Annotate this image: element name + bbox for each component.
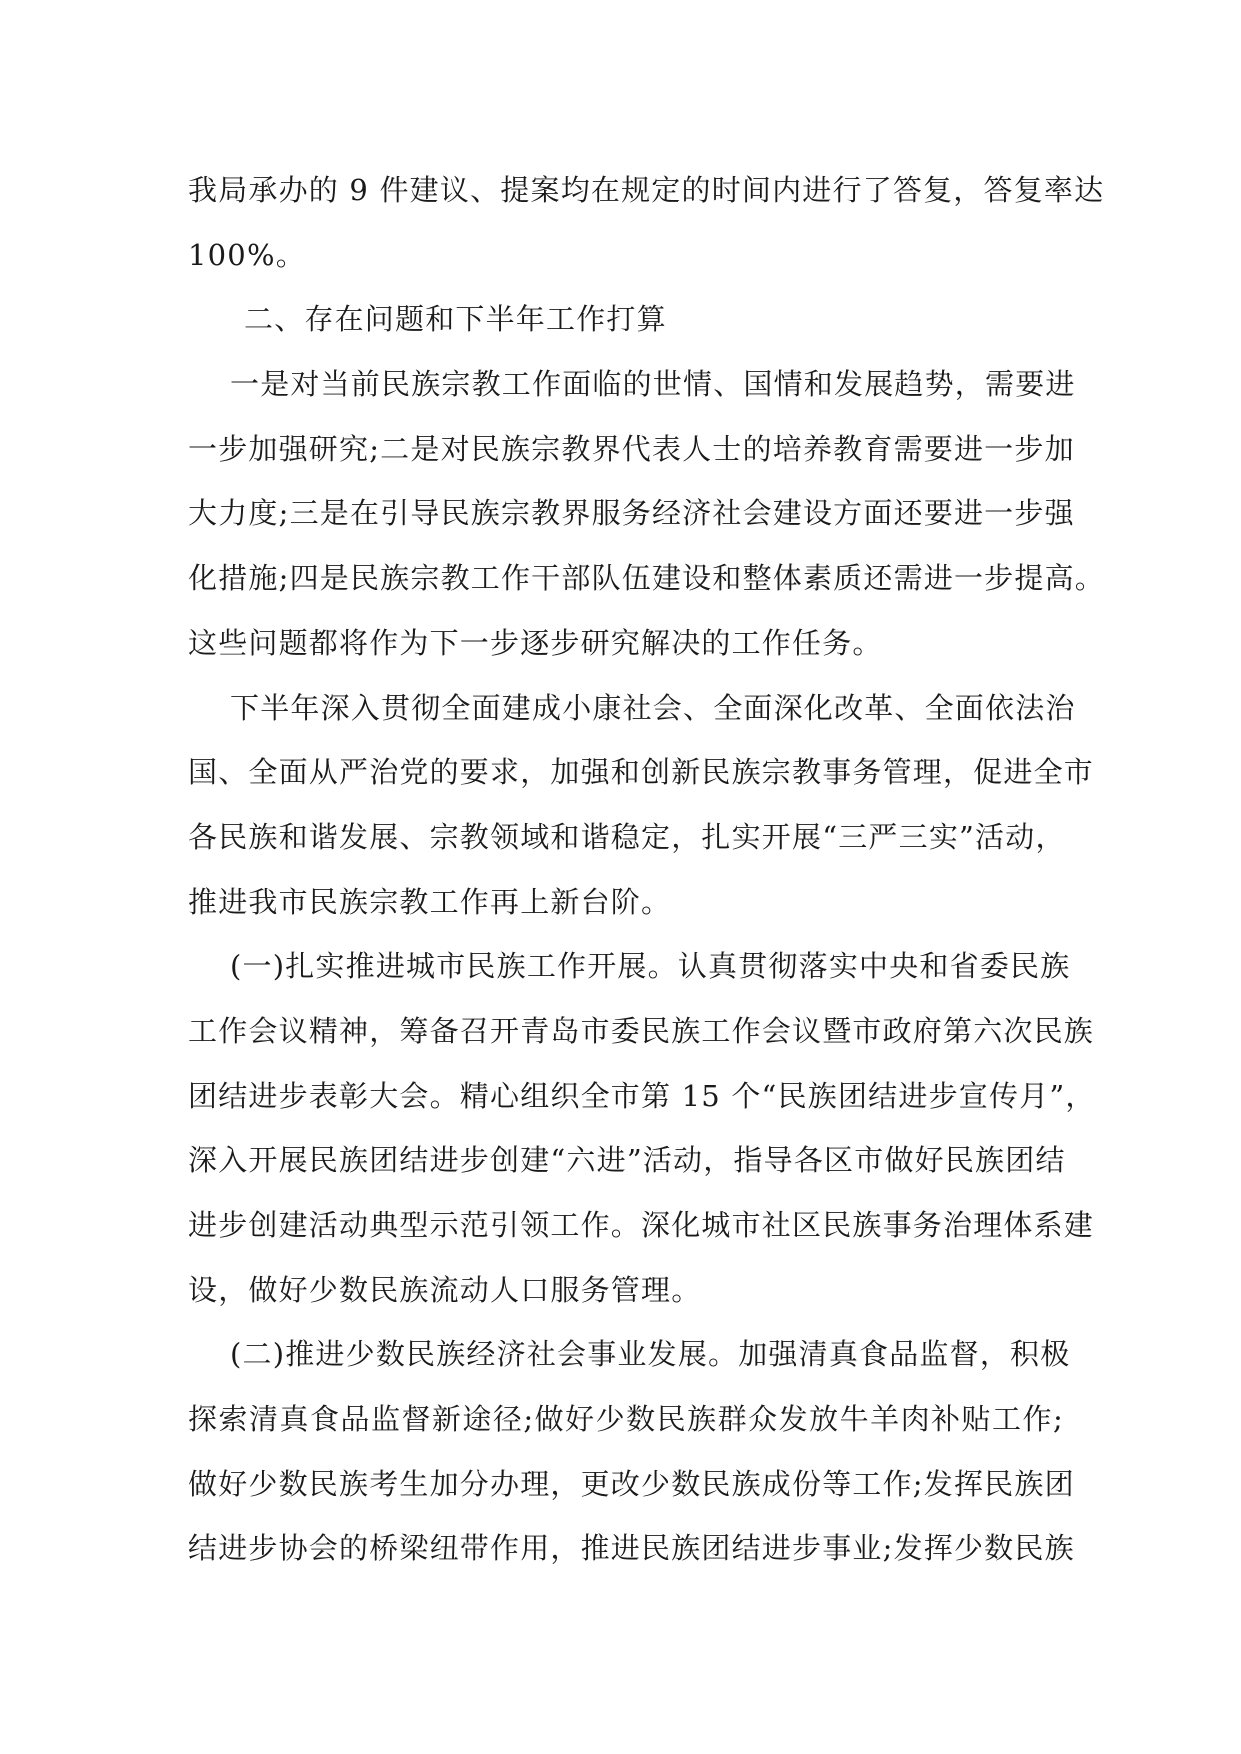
text-line: 国、全面从严治党的要求，加强和创新民族宗教事务管理，促进全市 bbox=[188, 755, 1095, 790]
text-line: 化措施;四是民族宗教工作干部队伍建设和整体素质还需进一步提高。 bbox=[188, 561, 1105, 596]
text-line: 一步加强研究;二是对民族宗教界代表人士的培养教育需要进一步加 bbox=[188, 431, 1075, 466]
text-line: 这些问题都将作为下一步逐步研究解决的工作任务。 bbox=[188, 625, 883, 660]
text-line: 我局承办的 9 件建议、提案均在规定的时间内进行了答复，答复率达 bbox=[188, 173, 1105, 207]
paragraph-first-line: (二)推进少数民族经济社会事业发展。加强清真食品监督，积极 bbox=[230, 1337, 1071, 1372]
paragraph-first-line: (一)扎实推进城市民族工作开展。认真贯彻落实中央和省委民族 bbox=[230, 949, 1071, 984]
text-line: 探索清真食品监督新途径;做好少数民族群众发放牛羊肉补贴工作; bbox=[188, 1402, 1064, 1437]
text-line: 做好少数民族考生加分办理，更改少数民族成份等工作;发挥民族团 bbox=[188, 1466, 1075, 1501]
text-line: 团结进步表彰大会。精心组织全市第 15 个“民族团结进步宣传月”， bbox=[188, 1078, 1096, 1113]
text-line: 工作会议精神，筹备召开青岛市委民族工作会议暨市政府第六次民族 bbox=[188, 1013, 1095, 1048]
text-line: 100%。 bbox=[188, 237, 306, 272]
text-line: 各民族和谐发展、宗教领域和谐稳定，扎实开展“三严三实”活动， bbox=[188, 819, 1066, 854]
paragraph-first-line: 一是对当前民族宗教工作面临的世情、国情和发展趋势，需要进 bbox=[230, 367, 1076, 402]
paragraph-first-line: 下半年深入贯彻全面建成小康社会、全面深化改革、全面依法治 bbox=[230, 690, 1076, 725]
text-line: 推进我市民族宗教工作再上新台阶。 bbox=[188, 884, 672, 919]
text-line: 大力度;三是在引导民族宗教界服务经济社会建设方面还要进一步强 bbox=[188, 496, 1075, 531]
text-line: 设，做好少数民族流动人口服务管理。 bbox=[188, 1272, 702, 1307]
text-line: 结进步协会的桥梁纽带作用，推进民族团结进步事业;发挥少数民族 bbox=[188, 1531, 1075, 1566]
section-heading: 二、存在问题和下半年工作打算 bbox=[244, 302, 667, 337]
text-line: 进步创建活动典型示范引领工作。深化城市社区民族事务治理体系建 bbox=[188, 1208, 1095, 1242]
text-line: 深入开展民族团结进步创建“六进”活动，指导各区市做好民族团结 bbox=[188, 1143, 1066, 1178]
document-body bbox=[188, 158, 1105, 1581]
